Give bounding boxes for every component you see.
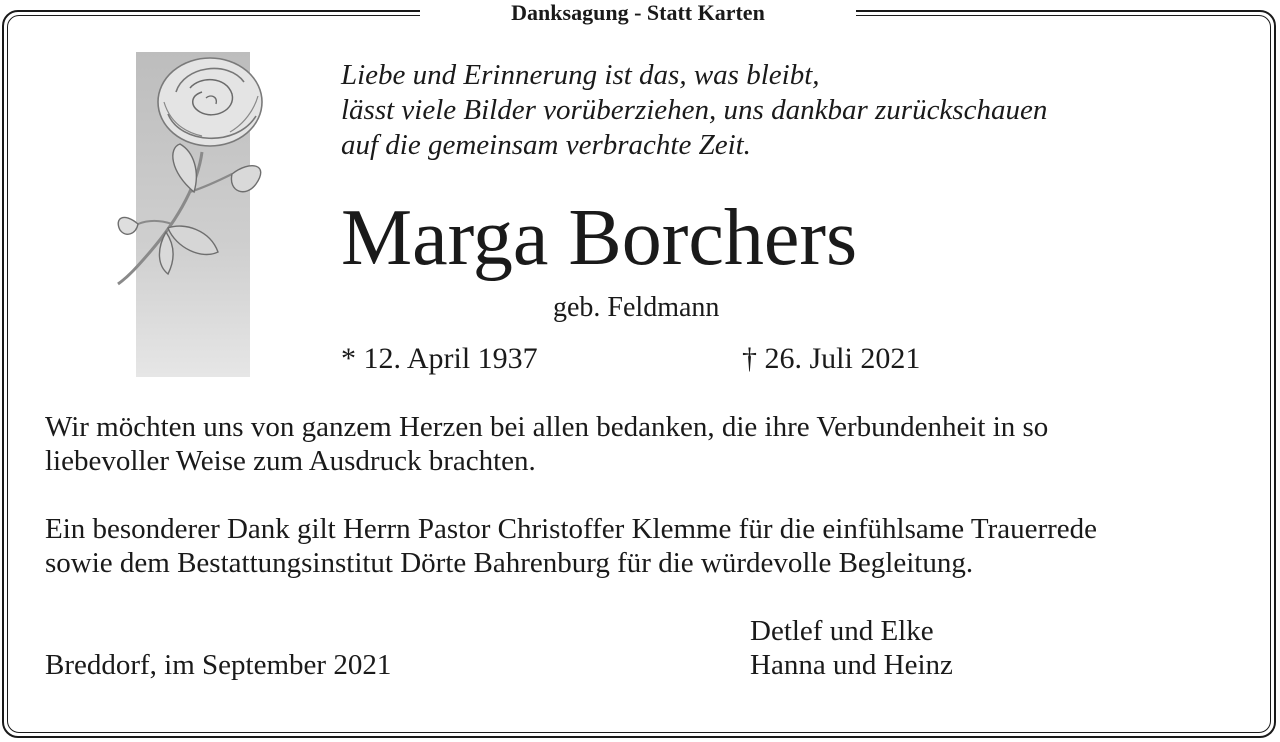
poem-line: auf die gemeinsam verbrachte Zeit.	[341, 129, 751, 161]
maiden-name: geb. Feldmann	[553, 292, 720, 323]
poem-line: lässt viele Bilder vorüberziehen, uns dankbar zurückschauen	[341, 94, 1048, 126]
thanks-paragraph-2	[45, 512, 1097, 580]
signers	[750, 614, 953, 682]
header-title: Danksagung - Statt Karten	[511, 0, 765, 25]
thanks-line: Wir möchten uns von ganzem Herzen bei allen bedanken, die ihre Verbundenheit in so	[45, 411, 1049, 443]
thanks-paragraph-1	[45, 410, 1048, 478]
thanks-line: Ein besonderer Dank gilt Herrn Pastor Christoffer Klemme für die einfühlsame Trauerrede	[45, 513, 1098, 545]
death-date: † 26. Juli 2021	[742, 342, 921, 375]
signer-line: Detlef und Elke	[750, 615, 934, 647]
signer-line: Hanna und Heinz	[750, 649, 953, 681]
birth-date: * 12. April 1937	[341, 342, 538, 375]
poem	[341, 58, 1047, 163]
thanks-line: sowie dem Bestattungsinstitut Dörte Bahrenburg für die würdevolle Begleitung.	[45, 547, 974, 579]
deceased-name: Marga Borchers	[341, 194, 858, 282]
rose-icon	[110, 52, 280, 292]
thanks-line: liebevoller Weise zum Ausdruck brachten.	[45, 445, 536, 477]
poem-line: Liebe und Erinnerung ist das, was bleibt,	[341, 59, 820, 91]
place-date: Breddorf, im September 2021	[45, 649, 392, 681]
